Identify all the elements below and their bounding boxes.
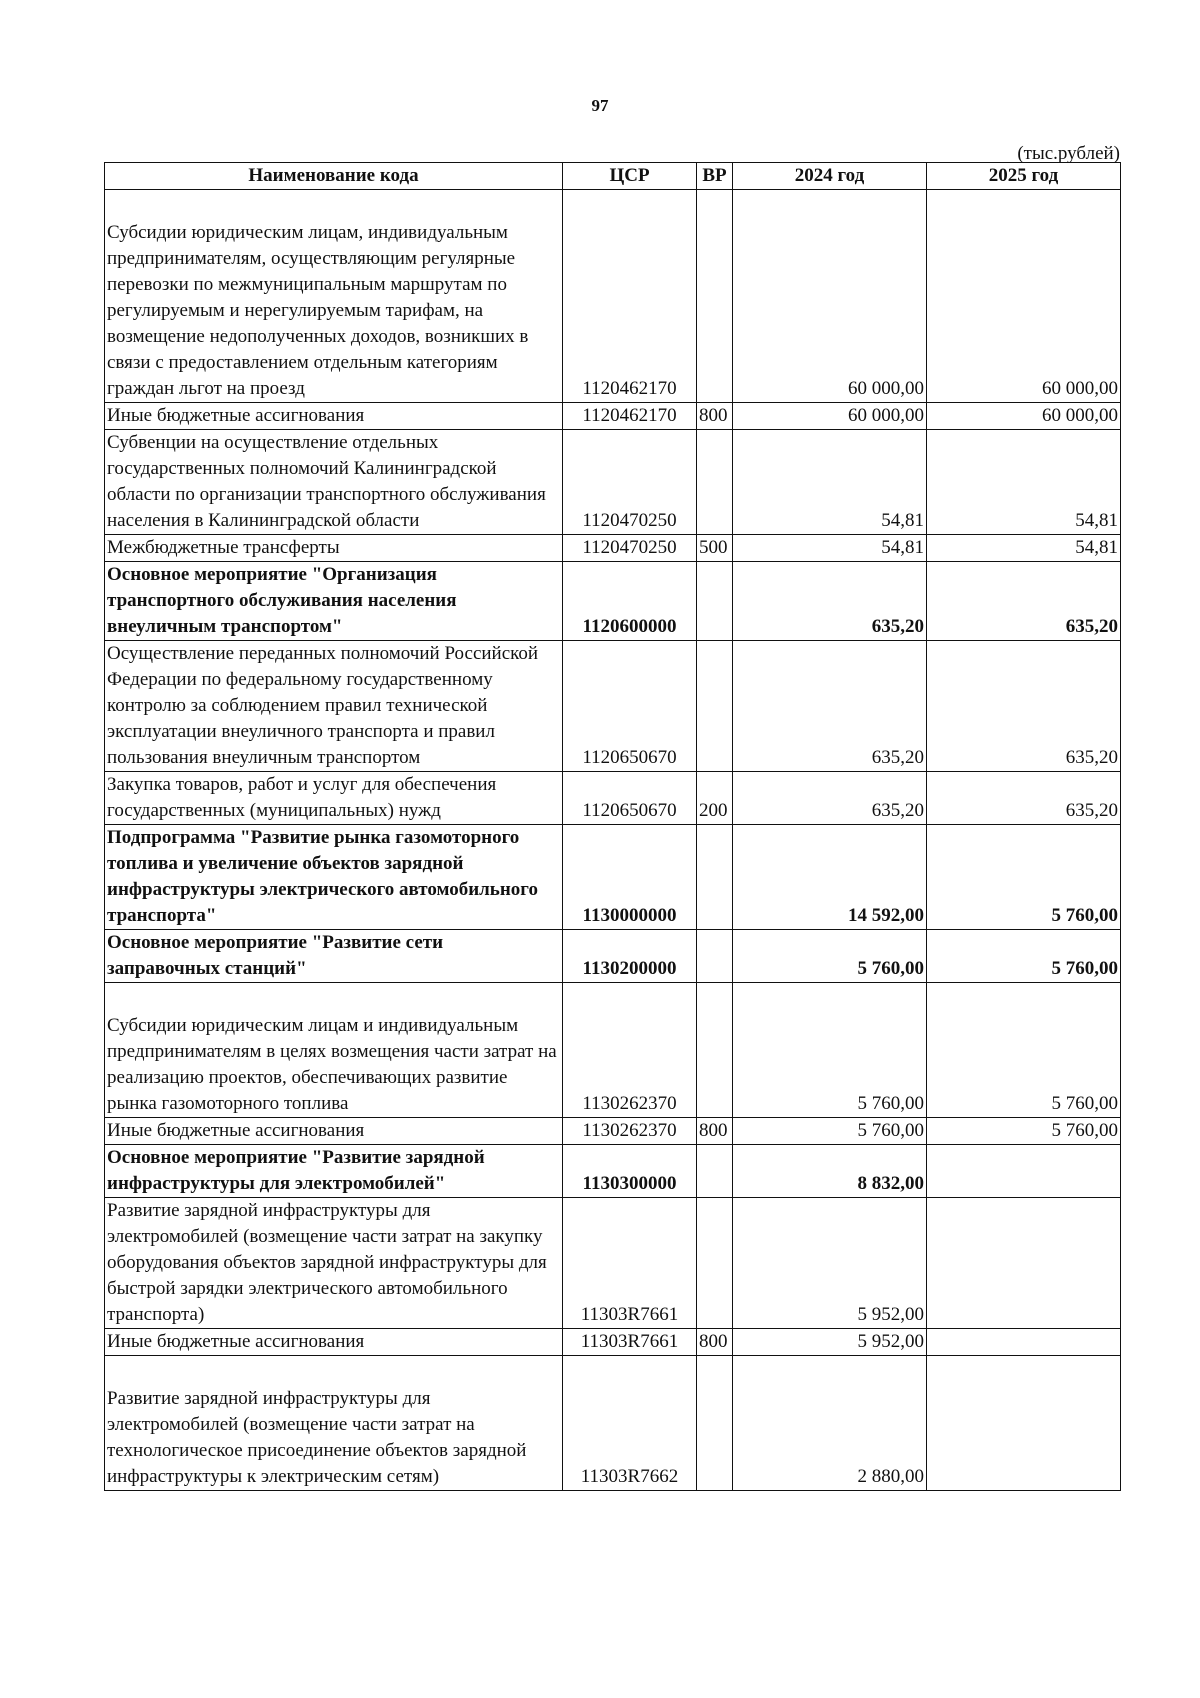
row-2024: 635,20 xyxy=(733,562,927,641)
row-vr xyxy=(697,1198,733,1329)
row-vr xyxy=(697,1145,733,1198)
header-2025: 2025 год xyxy=(927,163,1121,190)
table-row xyxy=(105,403,1121,430)
row-name: Подпрограмма "Развитие рынка газомоторного топлива и увеличение объектов зарядной инфраструктуры электрического автомобильного транспорта" xyxy=(105,825,563,930)
row-2025: 5 760,00 xyxy=(927,825,1121,930)
row-vr: 500 xyxy=(697,535,733,562)
row-vr xyxy=(697,1356,733,1491)
row-2025 xyxy=(927,1145,1121,1198)
table-row xyxy=(105,1145,1121,1198)
row-2025: 5 760,00 xyxy=(927,930,1121,983)
row-2025: 5 760,00 xyxy=(927,983,1121,1118)
row-csr: 1130262370 xyxy=(563,983,697,1118)
table-row xyxy=(105,190,1121,403)
header-2024: 2024 год xyxy=(733,163,927,190)
row-name: Субсидии юридическим лицам и индивидуальным предпринимателям в целях возмещения части затрат на реализацию проектов, обеспечивающих развитие рынка газомоторного топлива xyxy=(105,983,563,1118)
row-name: Основное мероприятие "Организация транспортного обслуживания населения внеуличным транспортом" xyxy=(105,562,563,641)
row-vr: 800 xyxy=(697,1118,733,1145)
page-number: 97 xyxy=(591,96,609,115)
row-2025 xyxy=(927,1356,1121,1491)
row-csr: 11303R7662 xyxy=(563,1356,697,1491)
row-2024: 5 952,00 xyxy=(733,1198,927,1329)
row-2024: 635,20 xyxy=(733,641,927,772)
row-2024: 635,20 xyxy=(733,772,927,825)
budget-table xyxy=(104,162,1121,1491)
row-name: Межбюджетные трансферты xyxy=(105,535,563,562)
row-2024: 54,81 xyxy=(733,535,927,562)
table-header-row xyxy=(105,163,1121,190)
row-2025: 635,20 xyxy=(927,772,1121,825)
row-2025 xyxy=(927,1329,1121,1356)
header-vr: ВР xyxy=(697,163,733,190)
row-vr xyxy=(697,430,733,535)
header-name: Наименование кода xyxy=(105,163,563,190)
row-2025: 60 000,00 xyxy=(927,403,1121,430)
row-name: Иные бюджетные ассигнования xyxy=(105,403,563,430)
row-csr: 1120470250 xyxy=(563,430,697,535)
table-row xyxy=(105,562,1121,641)
row-2024: 8 832,00 xyxy=(733,1145,927,1198)
row-2024: 2 880,00 xyxy=(733,1356,927,1491)
row-name: Закупка товаров, работ и услуг для обеспечения государственных (муниципальных) нужд xyxy=(105,772,563,825)
row-vr: 800 xyxy=(697,403,733,430)
row-csr: 1120600000 xyxy=(563,562,697,641)
row-csr: 11303R7661 xyxy=(563,1329,697,1356)
table-row xyxy=(105,641,1121,772)
row-name: Развитие зарядной инфраструктуры для электромобилей (возмещение части затрат на технологическое присоединение объектов зарядной инфраструктуры к электрическим сетям) xyxy=(105,1356,563,1491)
row-name: Развитие зарядной инфраструктуры для электромобилей (возмещение части затрат на закупку оборудования объектов зарядной инфраструктуры для быстрой зарядки электрического автомобильного транспорта) xyxy=(105,1198,563,1329)
row-csr: 1130200000 xyxy=(563,930,697,983)
table-row xyxy=(105,1118,1121,1145)
row-csr: 1120462170 xyxy=(563,190,697,403)
row-2024: 14 592,00 xyxy=(733,825,927,930)
row-vr xyxy=(697,825,733,930)
row-vr xyxy=(697,641,733,772)
row-2025: 54,81 xyxy=(927,430,1121,535)
row-2024: 60 000,00 xyxy=(733,403,927,430)
row-2025: 635,20 xyxy=(927,562,1121,641)
row-name: Осуществление переданных полномочий Российской Федерации по федеральному государственному контролю за соблюдением правил технической эксплуатации внеуличного транспорта и правил пользования внеуличным транспортом xyxy=(105,641,563,772)
row-2024: 5 952,00 xyxy=(733,1329,927,1356)
row-csr: 1120462170 xyxy=(563,403,697,430)
row-2024: 60 000,00 xyxy=(733,190,927,403)
row-csr: 1130262370 xyxy=(563,1118,697,1145)
row-2024: 5 760,00 xyxy=(733,983,927,1118)
row-csr: 1120650670 xyxy=(563,772,697,825)
row-csr: 1130000000 xyxy=(563,825,697,930)
row-vr xyxy=(697,983,733,1118)
row-csr: 1120650670 xyxy=(563,641,697,772)
table-row xyxy=(105,825,1121,930)
row-2024: 5 760,00 xyxy=(733,930,927,983)
row-2024: 54,81 xyxy=(733,430,927,535)
header-csr: ЦСР xyxy=(563,163,697,190)
table-row xyxy=(105,1329,1121,1356)
table-row xyxy=(105,430,1121,535)
row-name: Иные бюджетные ассигнования xyxy=(105,1118,563,1145)
row-vr xyxy=(697,930,733,983)
row-vr xyxy=(697,190,733,403)
row-vr xyxy=(697,562,733,641)
row-name: Основное мероприятие "Развитие зарядной инфраструктуры для электромобилей" xyxy=(105,1145,563,1198)
table-row xyxy=(105,535,1121,562)
row-vr: 800 xyxy=(697,1329,733,1356)
row-vr: 200 xyxy=(697,772,733,825)
table-row xyxy=(105,983,1121,1118)
row-name: Субвенции на осуществление отдельных государственных полномочий Калининградской области по организации транспортного обслуживания населения в Калининградской области xyxy=(105,430,563,535)
row-2025: 60 000,00 xyxy=(927,190,1121,403)
table-row xyxy=(105,1356,1121,1491)
row-name: Субсидии юридическим лицам, индивидуальным предпринимателям, осуществляющим регулярные перевозки по межмуниципальным маршрутам по регулируемым и нерегулируемым тарифам, на возмещение недополученных доходов, возникших в связи с предоставлением отдельным категориям граждан льгот на проезд xyxy=(105,190,563,403)
row-2025: 635,20 xyxy=(927,641,1121,772)
row-2025: 54,81 xyxy=(927,535,1121,562)
table-row xyxy=(105,930,1121,983)
units-label: (тыс.рублей) xyxy=(1017,143,1120,164)
table-row xyxy=(105,772,1121,825)
row-2025: 5 760,00 xyxy=(927,1118,1121,1145)
row-name: Иные бюджетные ассигнования xyxy=(105,1329,563,1356)
row-2025 xyxy=(927,1198,1121,1329)
row-csr: 1120470250 xyxy=(563,535,697,562)
row-name: Основное мероприятие "Развитие сети заправочных станций" xyxy=(105,930,563,983)
row-csr: 1130300000 xyxy=(563,1145,697,1198)
row-csr: 11303R7661 xyxy=(563,1198,697,1329)
row-2024: 5 760,00 xyxy=(733,1118,927,1145)
table-row xyxy=(105,1198,1121,1329)
